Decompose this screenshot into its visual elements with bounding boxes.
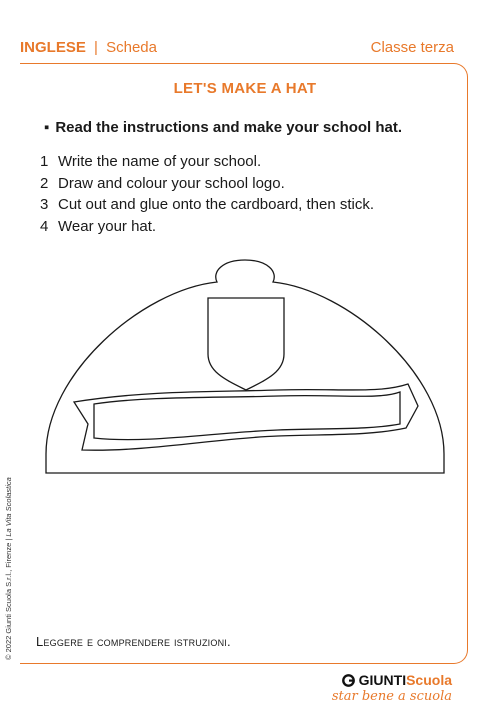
hat-template-drawing — [38, 254, 450, 476]
instruction — [44, 119, 402, 136]
step-text: Draw and colour your school logo. — [58, 174, 285, 192]
brand-name: GIUNTI — [358, 672, 407, 688]
subject-label: INGLESE — [20, 38, 86, 56]
step-text: Cut out and glue onto the cardboard, then stick. — [58, 196, 375, 213]
copyright-text: © 2022 Giunti Scuola S.r.l., Firenze | — [4, 536, 13, 660]
instruction-text: Read the instructions and make your school hat. — [55, 119, 403, 136]
brand-logo — [332, 672, 452, 688]
publisher-brand — [332, 672, 452, 704]
giunti-g-icon — [342, 674, 355, 687]
steps-list — [40, 153, 374, 239]
grade-label: Classe terza — [370, 38, 454, 56]
shield-shape — [208, 298, 284, 390]
header-separator: | — [94, 38, 98, 56]
step-item — [40, 175, 374, 197]
step-number: 3 — [40, 196, 49, 213]
header-subject-group — [20, 39, 157, 56]
step-text: Write the name of your school. — [58, 153, 262, 170]
copyright-credit — [4, 477, 13, 660]
step-number: 1 — [40, 153, 49, 170]
step-number: 4 — [40, 217, 49, 235]
copyright-magazine: La Vita Scolastica — [4, 477, 13, 537]
brand-name-accent: Scuola — [406, 672, 452, 688]
step-number: 2 — [40, 174, 49, 192]
sheet-type-label: Scheda — [106, 38, 157, 56]
worksheet-title: LET'S MAKE A HAT — [173, 80, 317, 97]
instruction-bullet: ▪ — [44, 119, 50, 136]
brand-tagline: star bene a scuola — [331, 689, 452, 704]
page-header — [20, 36, 454, 58]
skill-objective: Leggere e comprendere istruzioni. — [36, 634, 231, 649]
step-item — [40, 218, 374, 240]
step-item — [40, 196, 374, 218]
banner-ribbon-fold — [94, 392, 400, 440]
step-item — [40, 153, 374, 175]
hat-outline — [46, 260, 444, 473]
step-text: Wear your hat. — [58, 217, 157, 235]
